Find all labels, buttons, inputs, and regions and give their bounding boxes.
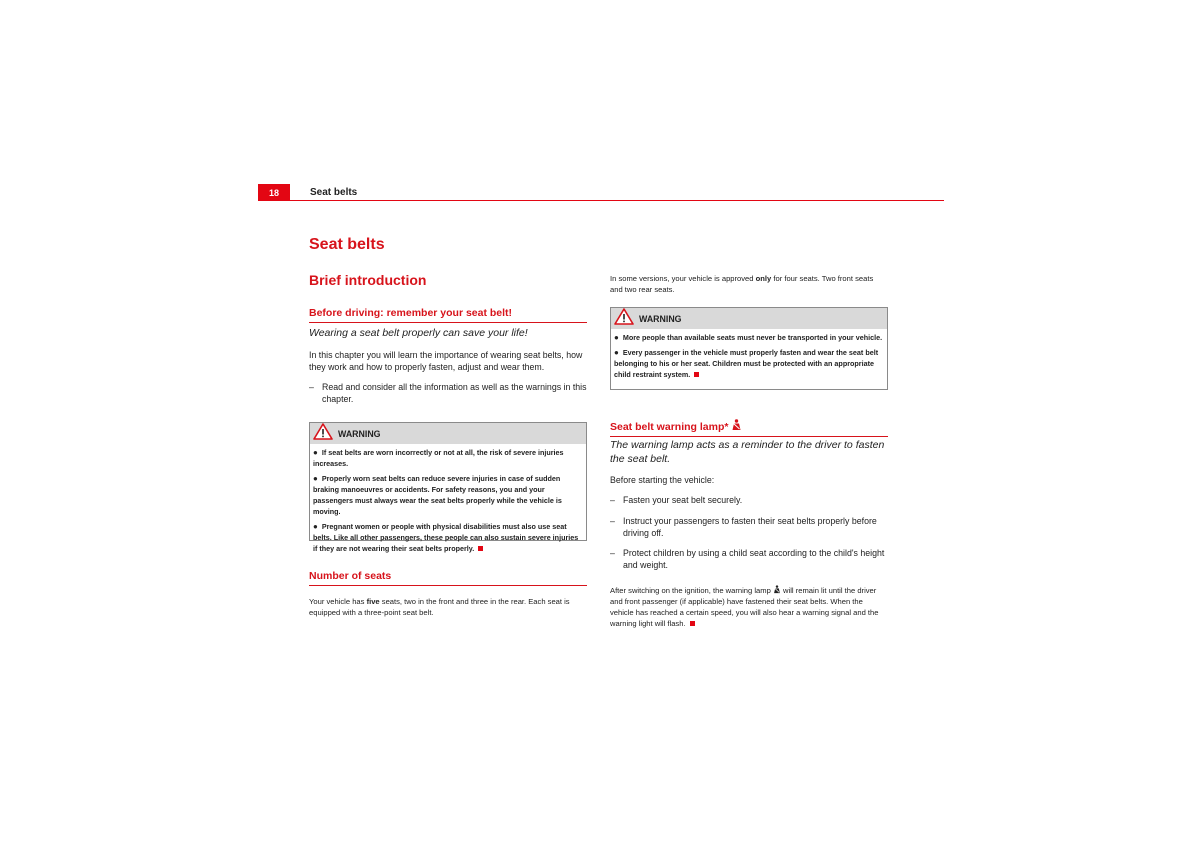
end-of-section-icon xyxy=(690,621,695,626)
warning-item: ● Every passenger in the vehicle must properly fasten and wear the seat belt belonging to his or her seat. Children must be protected with an appropriate child restraint system. xyxy=(614,348,879,379)
warning-header xyxy=(611,308,887,329)
lead-text: Wearing a seat belt properly can save your life! xyxy=(309,327,528,339)
list-item: – Read and consider all the information as well as the warnings in this chapter. xyxy=(309,382,587,404)
warning-item: ● Pregnant women or people with physical disabilities must also use seat belts. Like all other passengers, these people can also sustain severe injuries if they are not wearing their seat belts properly. xyxy=(313,522,579,553)
header-rule xyxy=(290,200,944,201)
warning-title: WARNING xyxy=(639,313,682,324)
warning-triangle-icon xyxy=(313,423,333,445)
warning-box xyxy=(309,422,587,553)
warning-lamp-paragraph: After switching on the ignition, the warning lamp will remain lit until the driver and front passenger (if applicable) have fastened their seat belts. When the vehicle has reached a certain speed, you will also hear a warning signal and the warning light will flash. xyxy=(610,586,879,628)
subheading-number-of-seats: Number of seats xyxy=(309,570,587,586)
end-of-section-icon xyxy=(478,546,483,551)
dash-marker: – xyxy=(309,382,314,392)
warning-box xyxy=(610,307,888,390)
seats-paragraph: Your vehicle has five seats, two in the front and three in the rear. Each seat is equipped with a three-point seat belt. xyxy=(309,597,570,617)
list-item: – Instruct your passengers to fasten their seat belts properly before driving off. xyxy=(610,516,877,538)
page-number: 18 xyxy=(258,184,290,201)
list-item: – Protect children by using a child seat according to the child's height and weight. xyxy=(610,548,885,570)
chapter-title: Seat belts xyxy=(309,236,385,253)
subheading-before-driving: Before driving: remember your seat belt! xyxy=(309,307,587,323)
lead-text: The warning lamp acts as a reminder to the driver to fasten the seat belt. xyxy=(610,439,885,465)
seatbelt-lamp-icon xyxy=(731,421,742,433)
approval-paragraph: In some versions, your vehicle is approved only for four seats. Two front seats and two rear seats. xyxy=(610,274,874,294)
warning-title: WARNING xyxy=(338,428,381,439)
intro-paragraph: In this chapter you will learn the importance of wearing seat belts, how they work and how to properly fasten, adjust and wear them. xyxy=(309,350,583,372)
before-starting-text: Before starting the vehicle: xyxy=(610,475,715,485)
warning-header xyxy=(310,423,586,444)
warning-item: ● More people than available seats must never be transported in your vehicle. xyxy=(614,333,883,342)
warning-item: ● If seat belts are worn incorrectly or not at all, the risk of severe injuries increases. xyxy=(313,448,564,468)
warning-triangle-icon xyxy=(614,308,634,330)
seatbelt-lamp-icon xyxy=(773,586,781,595)
running-title: Seat belts xyxy=(310,187,358,198)
warning-item: ● Properly worn seat belts can reduce severe injuries in case of sudden braking manoeuvres or accidents. For safety reasons, you and your passengers must always wear the seat belts properly while the vehicle is moving. xyxy=(313,474,562,516)
subheading-warning-lamp: Seat belt warning lamp* xyxy=(610,419,888,437)
end-of-section-icon xyxy=(694,372,699,377)
section-title: Brief introduction xyxy=(309,272,427,288)
list-item: – Fasten your seat belt securely. xyxy=(610,495,743,505)
